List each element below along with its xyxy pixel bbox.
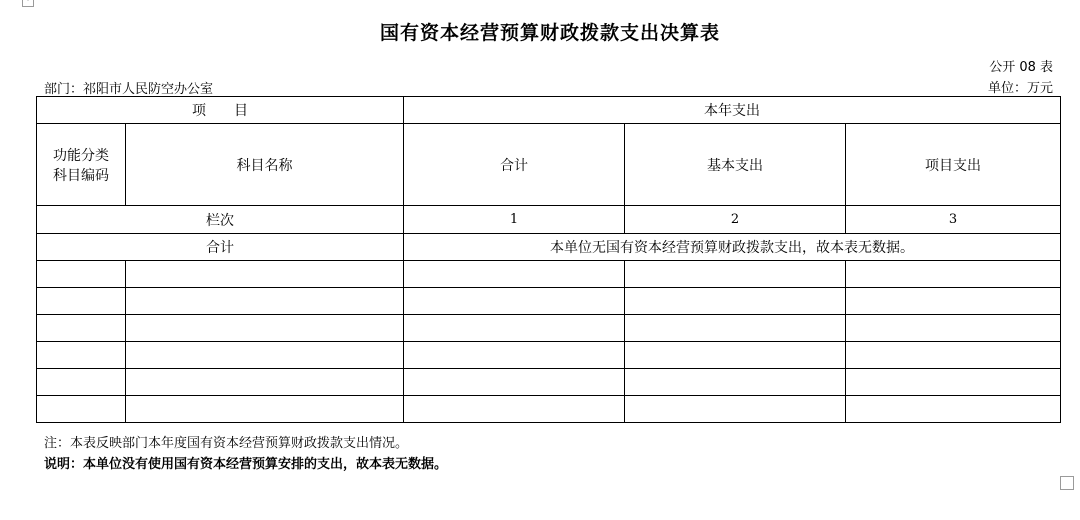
column-index-label: 栏次 xyxy=(37,206,404,234)
summary-row xyxy=(37,234,1061,261)
table-cell xyxy=(846,342,1061,369)
column-index-row xyxy=(37,206,1061,234)
header-subject-name: 科目名称 xyxy=(126,124,404,206)
header-project-exp: 项目支出 xyxy=(846,124,1061,206)
header-func-code xyxy=(37,124,126,206)
table-cell xyxy=(846,261,1061,288)
header-basic: 基本支出 xyxy=(625,124,846,206)
corner-marker-icon: ˇ xyxy=(22,0,34,7)
table-cell xyxy=(126,261,404,288)
table-cell xyxy=(126,315,404,342)
table-cell xyxy=(404,288,625,315)
func-code-line2: 科目编码 xyxy=(53,167,109,184)
table-cell xyxy=(846,369,1061,396)
header-row-top xyxy=(37,97,1061,124)
table-cell xyxy=(625,396,846,423)
table-cell xyxy=(625,288,846,315)
column-index-1: 1 xyxy=(404,206,625,234)
table-cell xyxy=(37,342,126,369)
table-cell xyxy=(846,396,1061,423)
table-row xyxy=(37,288,1061,315)
table-cell xyxy=(37,369,126,396)
summary-label: 合计 xyxy=(37,234,404,261)
header-current-year: 本年支出 xyxy=(404,97,1061,124)
table-row xyxy=(37,342,1061,369)
table-row xyxy=(37,315,1061,342)
form-code: 公开 08 表 xyxy=(989,60,1053,75)
column-index-2: 2 xyxy=(625,206,846,234)
expenditure-table xyxy=(36,96,1061,423)
table-cell xyxy=(625,369,846,396)
table-cell xyxy=(37,261,126,288)
column-index-3: 3 xyxy=(846,206,1061,234)
table-cell xyxy=(404,369,625,396)
func-code-line1: 功能分类 xyxy=(53,147,109,164)
table-cell xyxy=(846,288,1061,315)
header-total: 合计 xyxy=(404,124,625,206)
footnote: 注：本表反映部门本年度国有资本经营预算财政拨款支出情况。 xyxy=(44,436,409,451)
table-cell xyxy=(404,315,625,342)
header-row-sub xyxy=(37,124,1061,206)
table-cell xyxy=(126,342,404,369)
summary-message: 本单位无国有资本经营预算财政拨款支出，故本表无数据。 xyxy=(404,234,1061,261)
table-cell xyxy=(37,396,126,423)
table-row xyxy=(37,369,1061,396)
table-cell xyxy=(37,315,126,342)
table-cell xyxy=(625,342,846,369)
table-cell xyxy=(404,261,625,288)
table-cell xyxy=(625,261,846,288)
table-cell xyxy=(846,315,1061,342)
explanation-note: 说明：本单位没有使用国有资本经营预算安排的支出，故本表无数据。 xyxy=(44,457,448,472)
table-cell xyxy=(625,315,846,342)
table-row xyxy=(37,396,1061,423)
table-cell xyxy=(126,396,404,423)
table-cell xyxy=(37,288,126,315)
table-cell xyxy=(404,396,625,423)
table-cell xyxy=(404,342,625,369)
table-cell xyxy=(126,288,404,315)
header-project: 项 目 xyxy=(37,97,404,124)
table-row xyxy=(37,261,1061,288)
page-title: 国有资本经营预算财政拨款支出决算表 xyxy=(379,22,720,44)
department-label: 部门：祁阳市人民防空办公室 xyxy=(44,82,214,97)
table-cell xyxy=(126,369,404,396)
unit-label: 单位：万元 xyxy=(987,81,1053,96)
page-marker-icon xyxy=(1060,476,1074,490)
